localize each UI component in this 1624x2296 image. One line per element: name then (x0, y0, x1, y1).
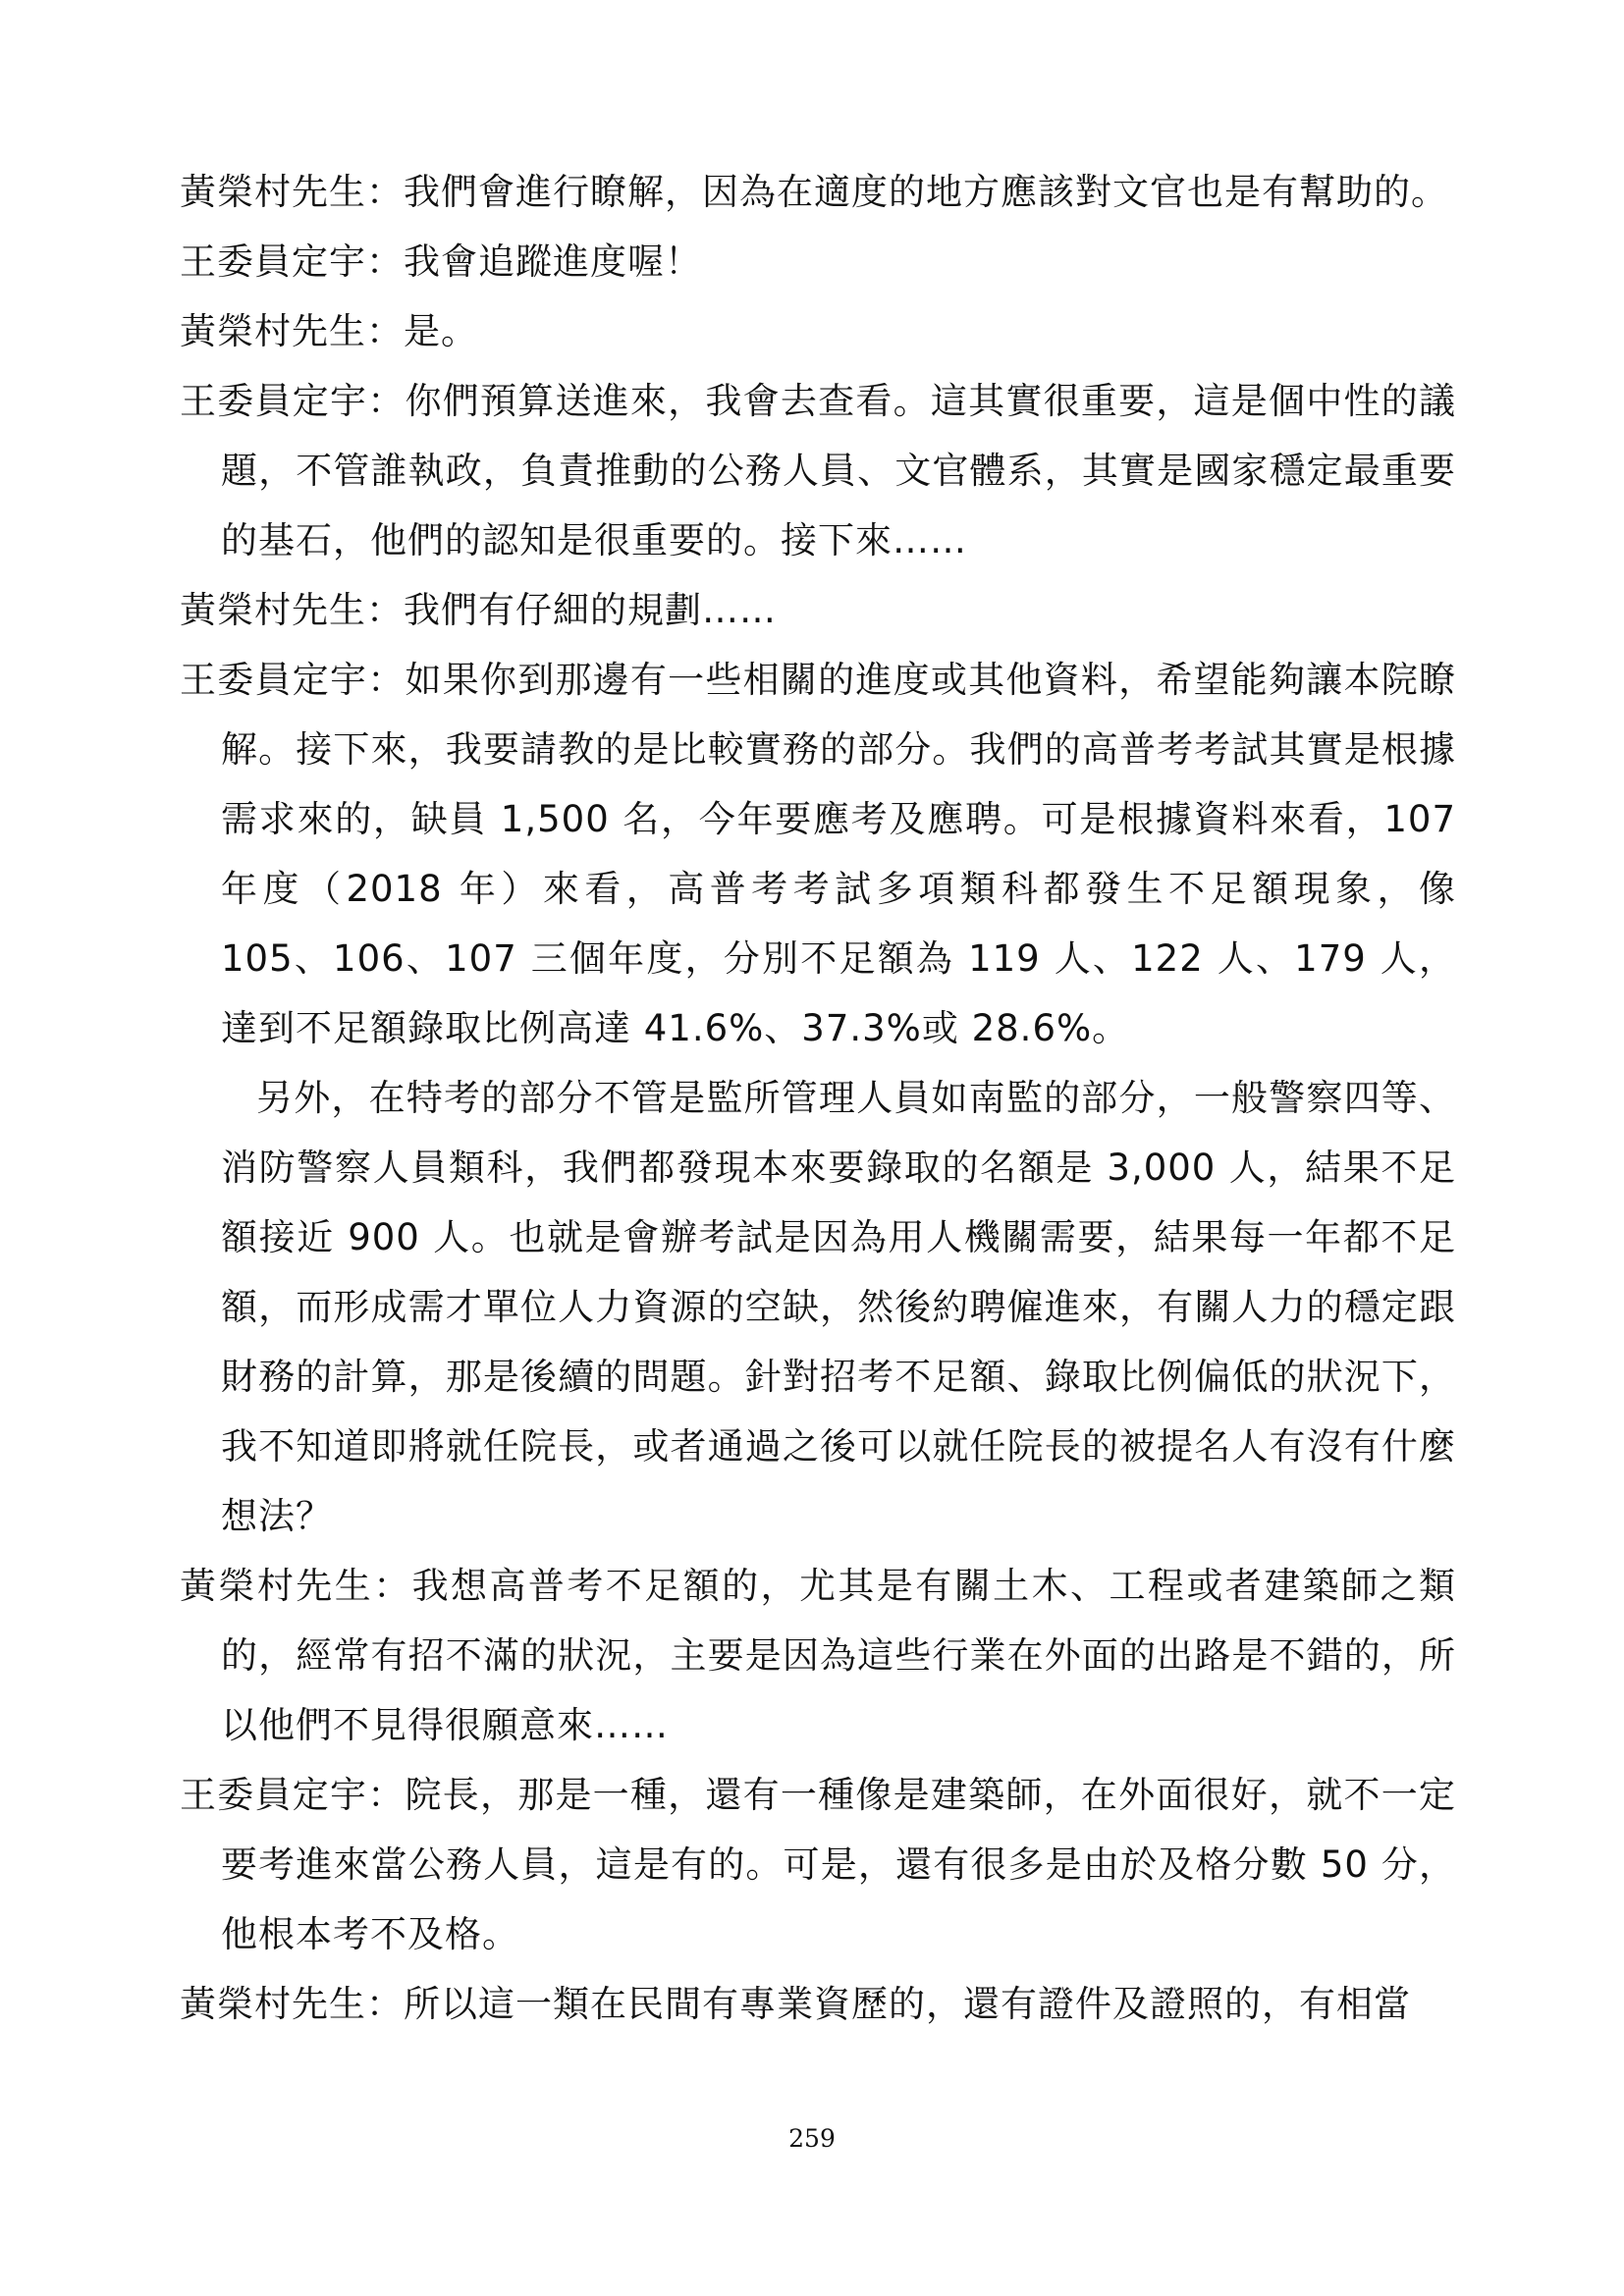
speaker-name: 黃榮村先生 (180, 589, 366, 631)
speaker-name: 黃榮村先生 (180, 1565, 374, 1607)
speaker-name: 王委員定宇 (180, 659, 368, 701)
speech-text: 院長，那是一種，還有一種像是建築師，在外面很好，就不一定要考進來當公務人員，這是有的。可是，還有很多是由於及格分數 50 分，他根本考不及格。 (221, 1774, 1457, 1955)
speaker-separator: ： (367, 1774, 406, 1816)
speech-turn (180, 227, 1456, 296)
speaker-name: 黃榮村先生 (180, 171, 366, 213)
speech-text: 我們有仔細的規劃…… (404, 589, 777, 631)
speaker-separator: ： (367, 380, 406, 422)
speech-text: 我會追蹤進度喔！ (404, 240, 702, 283)
speech-turn (180, 366, 1456, 575)
speaker-name: 王委員定宇 (180, 240, 366, 283)
speech-turn (180, 157, 1456, 227)
speaker-separator: ： (366, 240, 404, 283)
page-number: 259 (788, 2124, 836, 2153)
speech-continuation (180, 1063, 1456, 1551)
speech-turn (180, 296, 1456, 366)
speaker-separator: ： (366, 171, 404, 213)
speaker-name: 黃榮村先生 (180, 310, 366, 352)
speech-text: 你們預算送進來，我會去查看。這其實很重要，這是個中性的議題，不管誰執政，負責推動的公務人員、文官體系，其實是國家穩定最重要的基石，他們的認知是很重要的。接下來…… (221, 380, 1457, 561)
speech-turn (180, 1760, 1456, 1969)
speaker-separator: ： (373, 1565, 412, 1607)
speaker-name: 王委員定宇 (180, 380, 368, 422)
speech-turn (180, 1969, 1456, 2039)
speech-text: 另外，在特考的部分不管是監所管理人員如南監的部分，一般警察四等、消防警察人員類科，我們都發現本來要錄取的名額是 3,000 人，結果不足額接近 900 人。也就是會辦考試是因為用人機關需要，結果每一年都不足額，而形成需才單位人力資源的空缺，然後約聘僱進來，有關人力的穩定跟財務的計算，那是後續的問題。針對招考不足額、錄取比例偏低的狀況下，我不知道即將就任院長，或者通過之後可以就任院長的被提名人有沒有什麼想法？ (221, 1077, 1456, 1537)
speaker-name: 黃榮村先生 (180, 1983, 366, 2025)
speech-text: 如果你到那邊有一些相關的進度或其他資料，希望能夠讓本院瞭解。接下來，我要請教的是比較實務的部分。我們的高普考考試其實是根據需求來的，缺員 1,500 名，今年要應考及應聘。可是根據資料來看，107 年度（2018 年）來看，高普考考試多項類科都發生不足額現象，像 105、106、107 三個年度，分別不足額為 119 人、122 人、179 人，達到不足額錄取比例高達 41.6%、37.3%或 28.6%。 (221, 659, 1457, 1049)
speech-turn (180, 1551, 1456, 1760)
speaker-separator: ： (366, 1983, 404, 2025)
speaker-separator: ： (367, 659, 406, 701)
transcript (180, 157, 1456, 2039)
speech-turn (180, 645, 1456, 1063)
speech-turn (180, 575, 1456, 645)
speech-text: 我想高普考不足額的，尤其是有關土木、工程或者建築師之類的，經常有招不滿的狀況，主要是因為這些行業在外面的出路是不錯的，所以他們不見得很願意來…… (221, 1565, 1456, 1746)
speaker-name: 王委員定宇 (180, 1774, 368, 1816)
speaker-separator: ： (366, 589, 404, 631)
speech-text: 我們會進行瞭解，因為在適度的地方應該對文官也是有幫助的。 (404, 171, 1448, 213)
speaker-separator: ： (366, 310, 404, 352)
speech-text: 是。 (404, 310, 478, 352)
speech-text: 所以這一類在民間有專業資歷的，還有證件及證照的，有相當 (404, 1983, 1411, 2025)
